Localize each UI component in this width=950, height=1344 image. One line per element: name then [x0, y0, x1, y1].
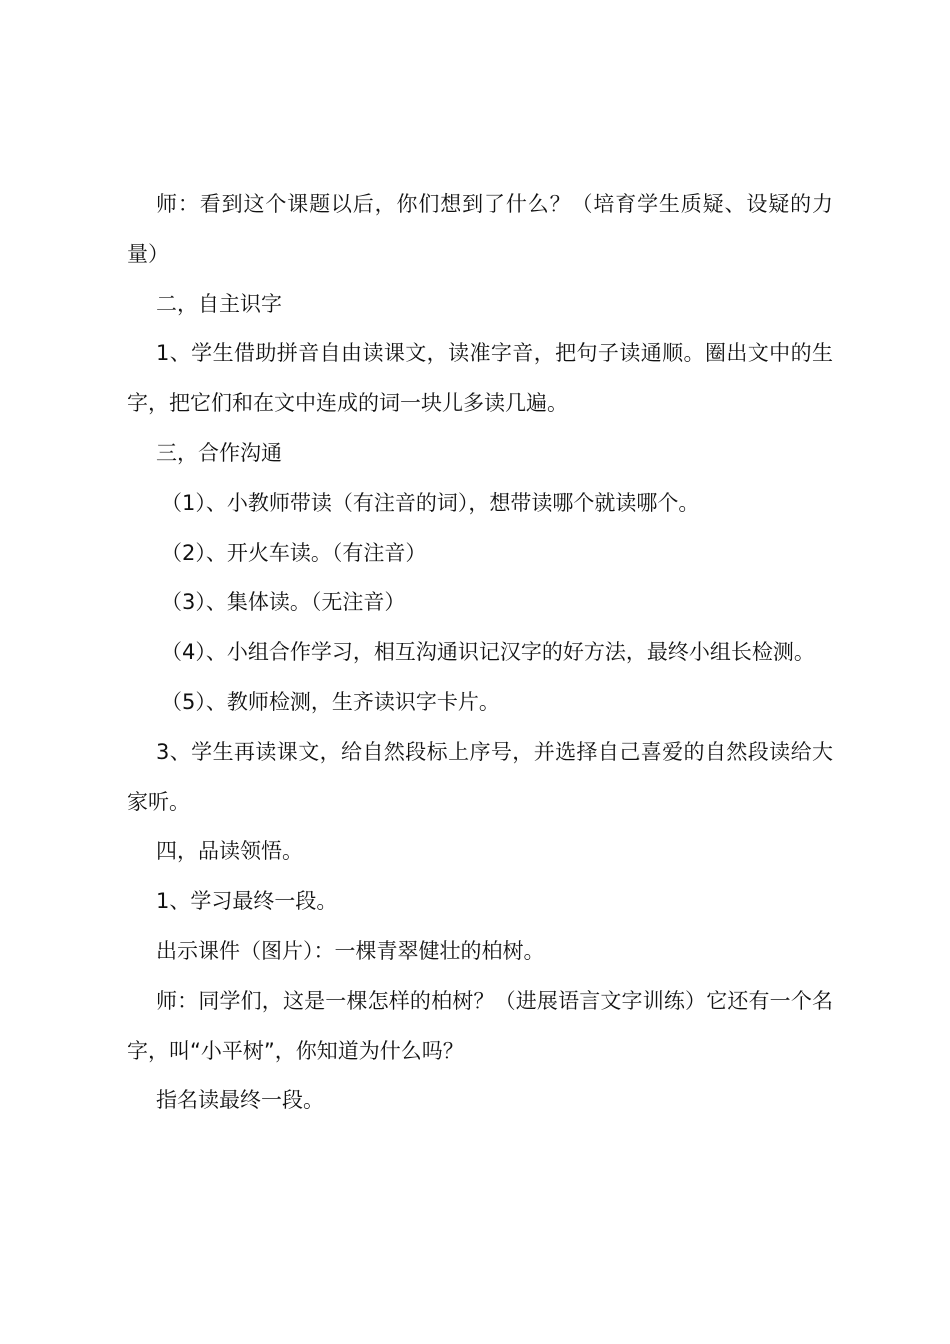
list-item-4: （4）、小组合作学习，相互沟通识记汉字的好方法，最终小组长检测。 [161, 640, 815, 665]
paragraph-read-last: 指名读最终一段。 [156, 1088, 324, 1113]
paragraph-teacher-cypress: 师：同学们，这是一棵怎样的柏树？（进展语言文字训练）它还有一个名字，叫“小平树”，你知道为什么吗？ [127, 988, 833, 1063]
paragraph-courseware: 出示课件（图片）：一棵青翠健壮的柏树。 [156, 938, 545, 963]
list-item-2: （2）、开火车读。（有注音） [161, 540, 427, 565]
list-item-5: （5）、教师检测，生齐读识字卡片。 [161, 689, 500, 714]
section-heading-3: 三，合作沟通 [156, 440, 282, 465]
paragraph-self-reading: 1、学生借助拼音自由读课文，读准字音，把句子读通顺。圈出文中的生字，把它们和在文中连成的词一块儿多读几遍。 [127, 341, 833, 416]
list-item-1: （1）、小教师带读（有注音的词），想带读哪个就读哪个。 [161, 490, 700, 515]
section-heading-4: 四，品读领悟。 [156, 839, 303, 864]
paragraph-teacher-question: 师：看到这个课题以后，你们想到了什么？（培育学生质疑、设疑的力量） [127, 192, 833, 266]
paragraph-study-last: 1、学习最终一段。 [156, 889, 338, 914]
document-body [127, 180, 833, 1126]
paragraph-reread: 3、学生再读课文，给自然段标上序号，并选择自己喜爱的自然段读给大家听。 [127, 739, 833, 814]
list-item-3: （3）、集体读。（无注音） [161, 590, 406, 615]
section-heading-2: 二，自主识字 [156, 291, 282, 316]
